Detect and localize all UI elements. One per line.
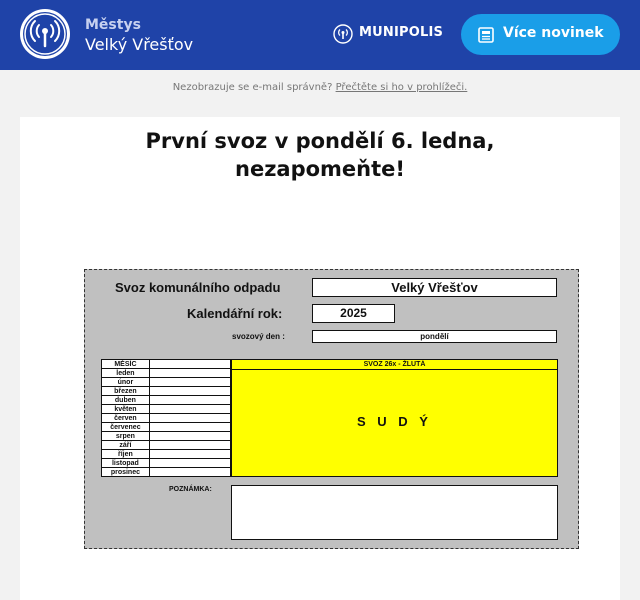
month-cell: červen — [102, 414, 150, 423]
month-cell: listopad — [102, 459, 150, 468]
table-row — [102, 414, 231, 423]
preheader-text: Nezobrazuje se e-mail správně? — [172, 82, 333, 93]
preheader — [0, 82, 640, 93]
table-row — [102, 369, 231, 378]
waste-schedule-image — [84, 269, 579, 549]
months-table — [101, 359, 231, 477]
month-cell: duben — [102, 396, 150, 405]
municipality-logo[interactable] — [20, 9, 70, 59]
month-cell: březen — [102, 387, 150, 396]
town-label: Městys — [85, 17, 141, 33]
more-news-label: Více novinek — [503, 25, 604, 41]
article-title — [20, 127, 620, 183]
schedule-town-box: Velký Vřešťov — [312, 278, 557, 297]
newspaper-icon — [478, 27, 494, 43]
table-header-row — [102, 360, 231, 369]
table-row — [102, 459, 231, 468]
article-title-line-2: nezapomeňte! — [235, 157, 405, 181]
note-box — [231, 485, 558, 540]
table-row — [102, 450, 231, 459]
month-cell: únor — [102, 378, 150, 387]
header — [0, 0, 640, 70]
month-cell: srpen — [102, 432, 150, 441]
email-content — [20, 117, 620, 600]
note-label: POZNÁMKA: — [169, 486, 212, 493]
month-cell: září — [102, 441, 150, 450]
schedule-year-box: 2025 — [312, 304, 395, 323]
month-cell: leden — [102, 369, 150, 378]
table-row — [102, 405, 231, 414]
table-row — [102, 441, 231, 450]
pickup-header: SVOZ 26x - ŽLUTÁ — [231, 359, 558, 370]
month-cell: prosinec — [102, 468, 150, 477]
table-row — [102, 432, 231, 441]
broadcast-antenna-icon — [20, 9, 70, 59]
month-cell: červenec — [102, 423, 150, 432]
brand-name: MUNIPOLIS — [359, 25, 444, 40]
week-parity-label: S U D Ý — [357, 414, 432, 429]
month-cell: říjen — [102, 450, 150, 459]
table-row — [102, 396, 231, 405]
month-cell: květen — [102, 405, 150, 414]
town-title — [85, 16, 193, 56]
pickup-area — [231, 370, 558, 477]
more-news-button[interactable] — [461, 14, 620, 55]
table-row — [102, 387, 231, 396]
schedule-day-label: svozový den : — [232, 332, 285, 341]
table-row — [102, 468, 231, 477]
schedule-year-label: Kalendářní rok: — [187, 306, 283, 321]
table-row — [102, 423, 231, 432]
broadcast-antenna-icon — [333, 24, 353, 44]
view-in-browser-link[interactable]: Přečtěte si ho v prohlížeči. — [335, 82, 468, 93]
schedule-title-label: Svoz komunálního odpadu — [115, 280, 281, 295]
town-name: Velký Vřešťov — [85, 35, 194, 54]
schedule-day-box: pondělí — [312, 330, 557, 343]
month-header: MĚSÍC — [102, 360, 150, 369]
article-title-line-1: První svoz v pondělí 6. ledna, — [145, 129, 495, 153]
table-row — [102, 378, 231, 387]
